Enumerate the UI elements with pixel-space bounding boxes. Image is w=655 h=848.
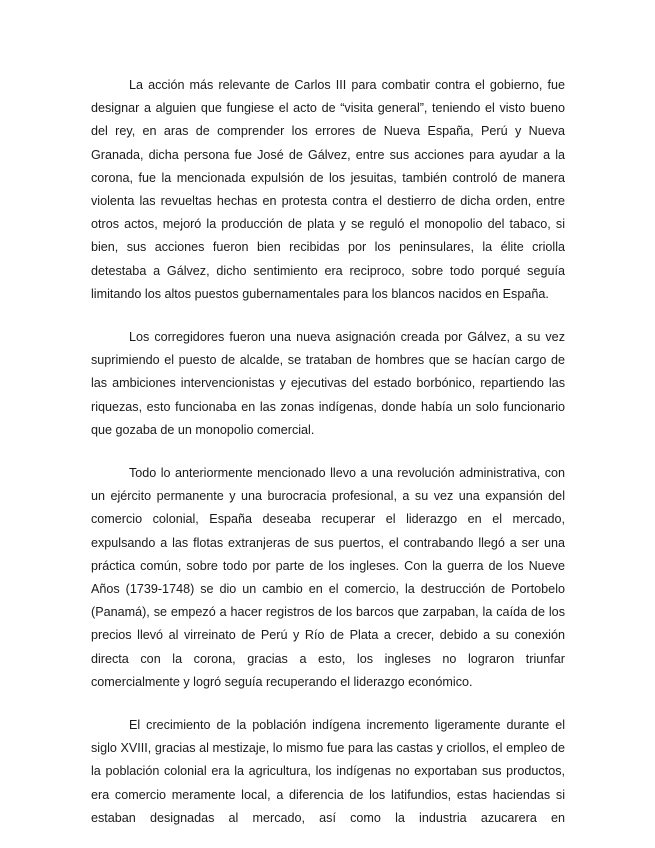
paragraph-corregidores: Los corregidores fueron una nueva asignación creada por Gálvez, a su vez suprimiendo el puesto de alcalde, se trataban de hombres que se hacían cargo de las ambiciones intervencionistas y ejecutivas del estado borbónico, repartiendo las riquezas, esto funcionaba en las zonas indígenas, donde había un solo funcionario que gozaba de un monopolio comercial. [91,330,565,437]
paragraph-poblacion-indigena: El crecimiento de la población indígena incremento ligeramente durante el siglo XVIII, gracias al mestizaje, lo mismo fue para las castas y criollos, el empleo de la población colonial era la agricultura, los indígenas no exportaban sus productos, era comercio meramente local, a diferencia de los latifundios, estas haciendas si estaban designadas al mercado, así como la industria azucarera en [91,718,565,825]
document-page [91,74,565,830]
paragraph-revolucion-administrativa: Todo lo anteriormente mencionado llevo a una revolución administrativa, con un ejército permanente y una burocracia profesional, a su vez una expansión del comercio colonial, España deseaba recuperar el liderazgo en el mercado, expulsando a las flotas extranjeras de sus puertos, el contrabando llegó a ser una práctica común, sobre todo por parte de los ingleses. Con la guerra de los Nueve Años (1739-1748) se dio un cambio en el comercio, la destrucción de Portobelo (Panamá), se empezó a hacer registros de los barcos que zarpaban, la caída de los precios llevó al virreinato de Perú y Río de Plata a crecer, debido a su conexión directa con la corona, gracias a esto, los ingleses no lograron triunfar comercialmente y logró seguía recuperando el liderazgo económico. [91,466,565,689]
paragraph-carlos-iii-galvez: La acción más relevante de Carlos III para combatir contra el gobierno, fue designar a alguien que fungiese el acto de “visita general”, teniendo el visto bueno del rey, en aras de comprender los errores de Nueva España, Perú y Nueva Granada, dicha persona fue José de Gálvez, entre sus acciones para ayudar a la corona, fue la mencionada expulsión de los jesuitas, también controló de manera violenta las revueltas hechas en protesta contra el destierro de dicha orden, entre otros actos, mejoró la producción de plata y se reguló el monopolio del tabaco, si bien, sus acciones fueron bien recibidas por los peninsulares, la élite criolla detestaba a Gálvez, dicho sentimiento era reciproco, sobre todo porqué seguía limitando los altos puestos gubernamentales para los blancos nacidos en España. [91,78,565,301]
